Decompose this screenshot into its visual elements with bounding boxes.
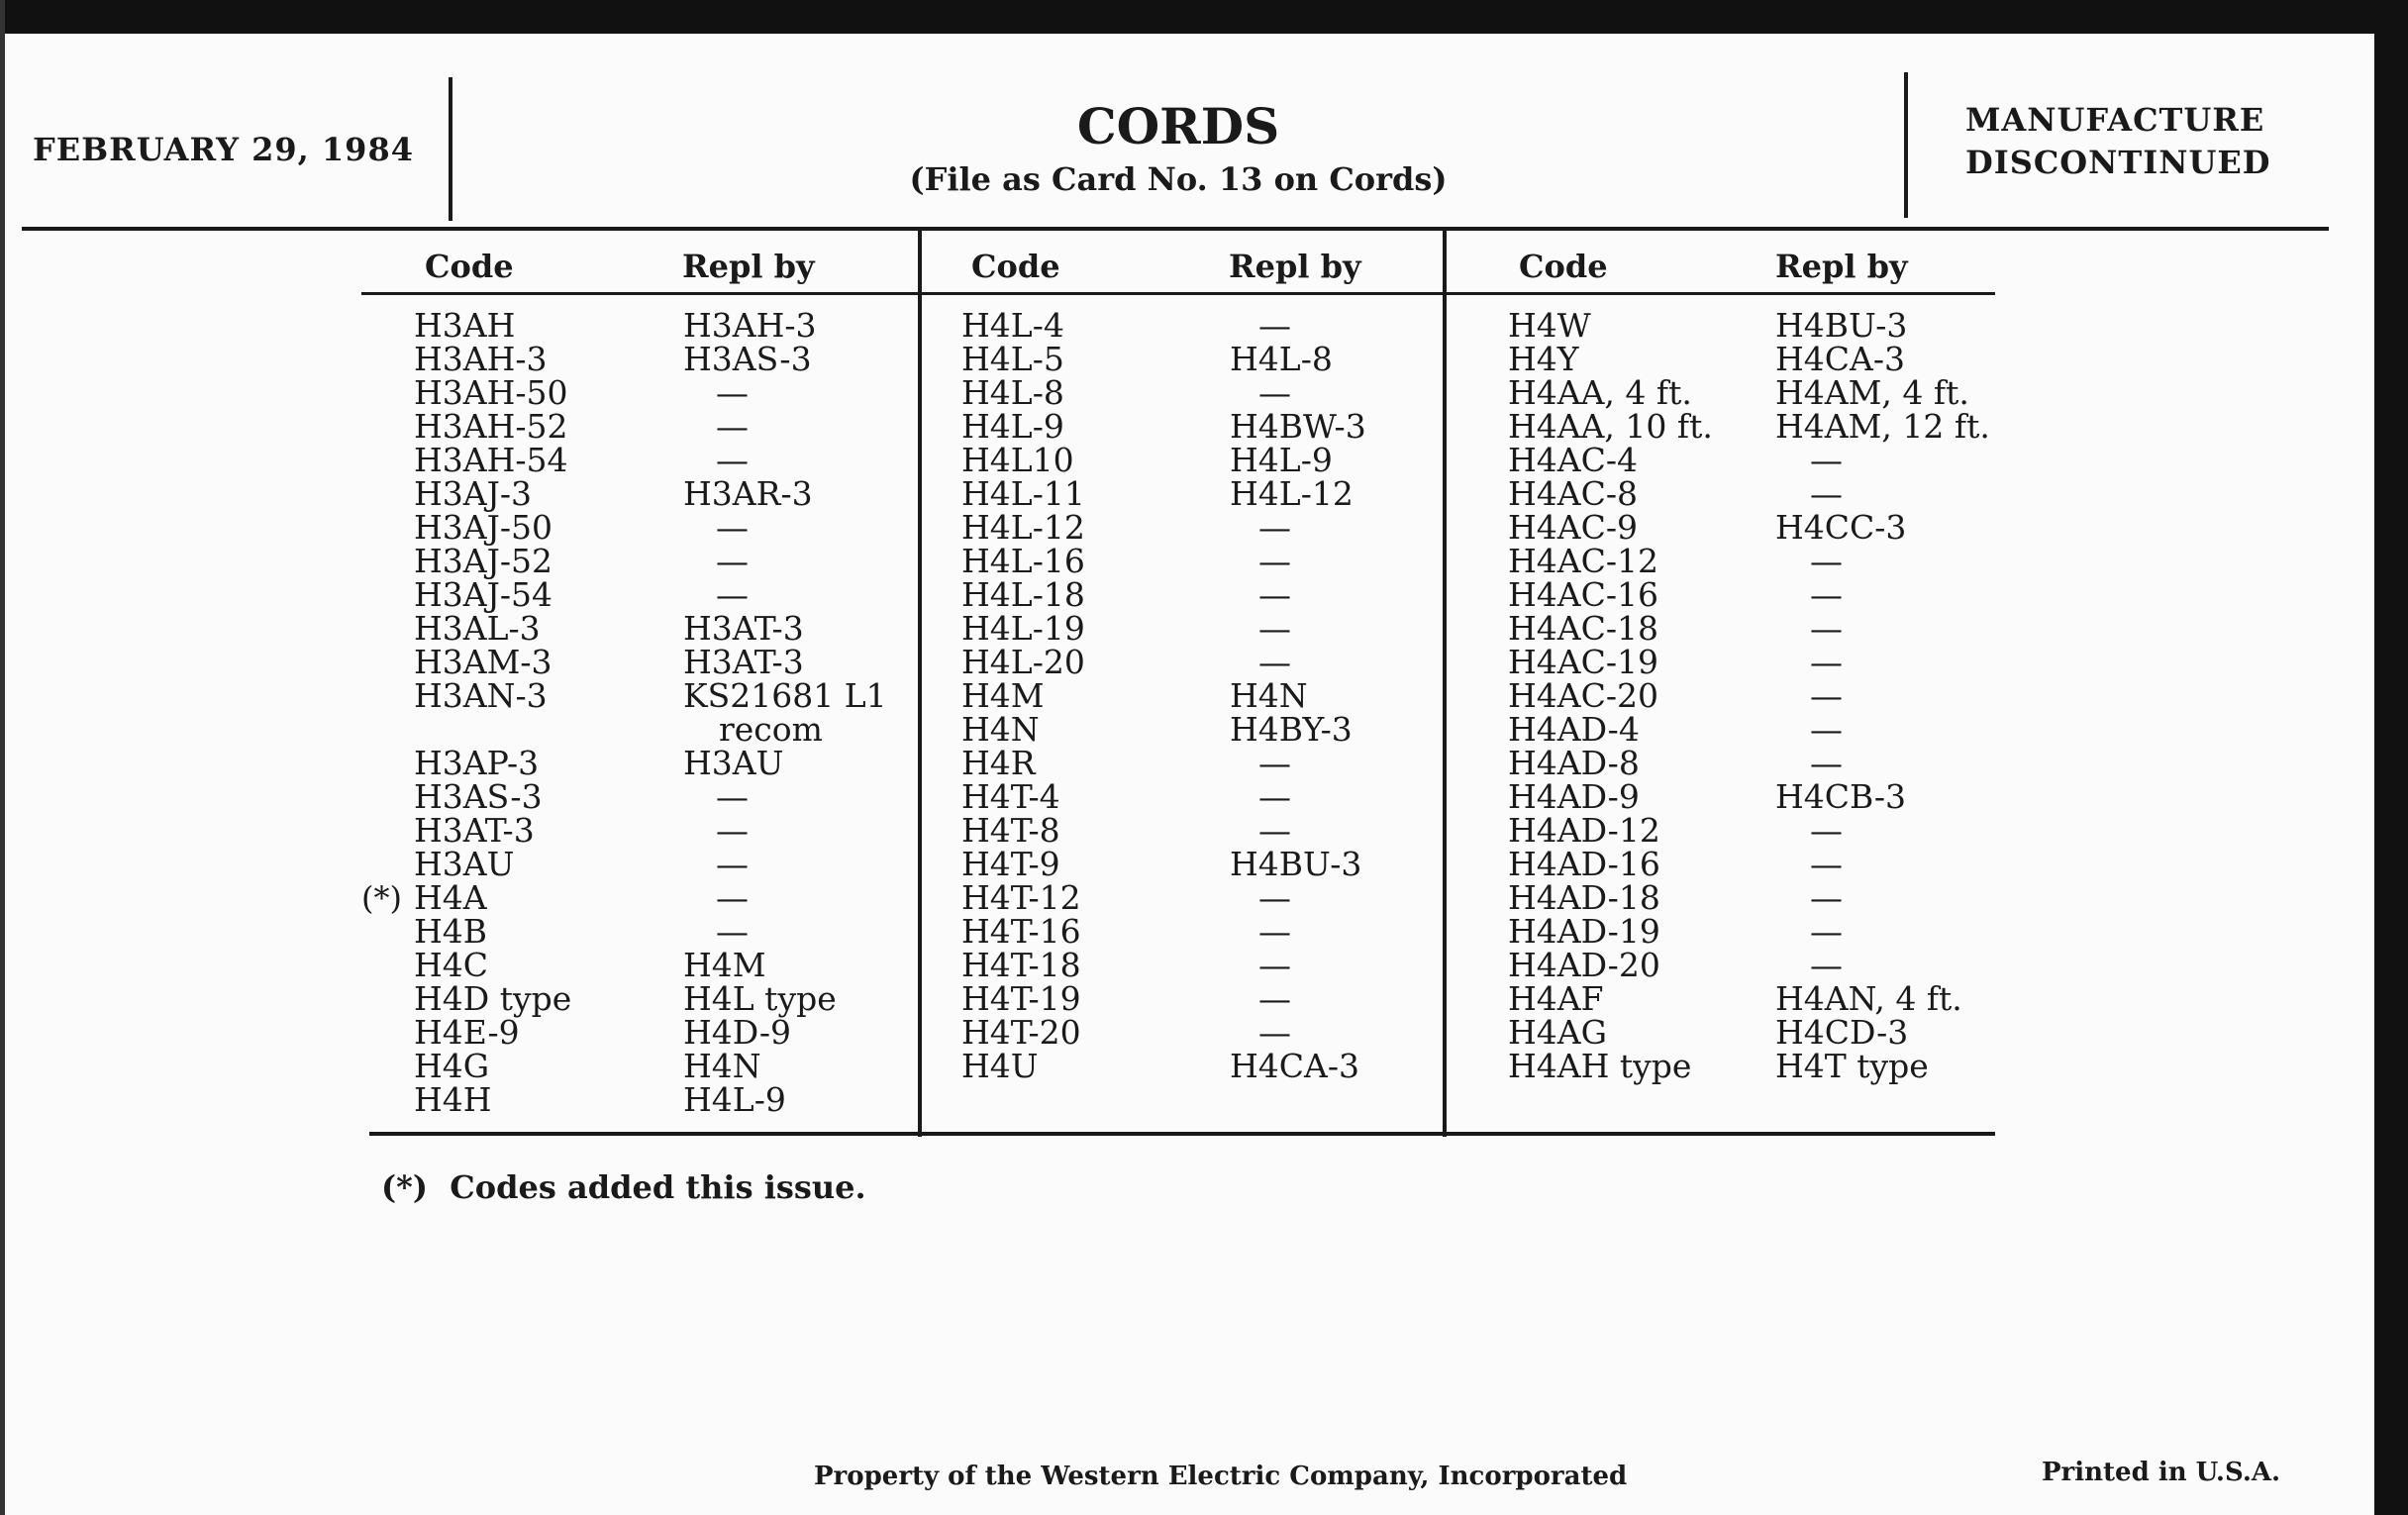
row-code: H4C (414, 946, 489, 984)
row-replacement: — (716, 542, 749, 580)
table-row (361, 878, 909, 917)
row-code: H3AM-3 (414, 643, 552, 681)
row-code: H4AC-12 (1508, 542, 1658, 580)
row-code: H4AD-16 (1508, 845, 1660, 883)
table-row (1508, 643, 2003, 681)
row-code: H4T-20 (961, 1013, 1081, 1052)
table-row (1508, 946, 2003, 984)
header-divider-right (1904, 72, 1908, 218)
table-row (1508, 777, 2003, 816)
table-row (961, 811, 1437, 850)
row-code: H4AD-8 (1508, 744, 1640, 782)
page-title: CORDS (1076, 97, 1280, 155)
table-row (961, 979, 1437, 1018)
row-code: H4AD-18 (1508, 878, 1660, 917)
table-row (961, 407, 1437, 446)
row-replacement: — (1810, 845, 1843, 883)
table-row (414, 373, 909, 412)
row-replacement: H4N (1230, 676, 1308, 715)
row-code: H3AJ-54 (414, 575, 552, 614)
row-code: H4L-8 (961, 373, 1064, 412)
table-row (414, 1047, 909, 1085)
row-replacement: — (1810, 878, 1843, 917)
header-bottom-rule (22, 227, 2329, 231)
row-replacement: — (716, 373, 749, 412)
row-replacement: H3AT-3 (683, 609, 804, 648)
row-code: H3AH-52 (414, 407, 568, 446)
table-row (1508, 979, 2003, 1018)
col2-code-header: Code (971, 248, 1060, 285)
scan-border-top (0, 0, 2408, 34)
row-code: H4AH type (1508, 1047, 1692, 1085)
row-code: H4L-9 (961, 407, 1064, 446)
row-replacement: H4L-9 (1230, 441, 1333, 479)
table-row (961, 643, 1437, 681)
printed-notice: Printed in U.S.A. (2042, 1458, 2281, 1487)
row-replacement: — (716, 878, 749, 917)
row-replacement: — (1258, 609, 1291, 648)
table-row (961, 474, 1437, 513)
table-row (961, 340, 1437, 378)
row-code: H4AG (1508, 1013, 1607, 1052)
table-row (414, 340, 909, 378)
row-code: H4AC-19 (1508, 643, 1658, 681)
table-row (961, 1047, 1437, 1085)
row-code: H4M (961, 676, 1045, 715)
new-code-marker: (*) (361, 879, 402, 917)
table-row (961, 676, 1437, 715)
row-replacement: H3AH-3 (683, 306, 817, 345)
row-code: H3AJ-3 (414, 474, 532, 513)
row-replacement: — (1810, 609, 1843, 648)
row-replacement: — (1258, 878, 1291, 917)
row-code: H4T-19 (961, 979, 1081, 1018)
issue-date: FEBRUARY 29, 1984 (33, 131, 414, 168)
row-code: H4AC-8 (1508, 474, 1639, 513)
table-row (961, 744, 1437, 782)
row-replacement: — (1258, 373, 1291, 412)
row-replacement: — (1258, 979, 1291, 1018)
row-code: H4L-4 (961, 306, 1064, 345)
col3-repl-header: Repl by (1775, 248, 1908, 285)
row-replacement: H4CA-3 (1775, 340, 1906, 378)
table-row (1508, 912, 2003, 951)
row-replacement: H3AT-3 (683, 643, 804, 681)
row-replacement: — (716, 777, 749, 816)
row-code: H4T-18 (961, 946, 1081, 984)
row-code: H3AH (414, 306, 516, 345)
table-row (961, 912, 1437, 951)
row-replacement: H4BU-3 (1775, 306, 1908, 345)
row-replacement: — (1810, 811, 1843, 850)
table-row (414, 845, 909, 883)
table-row (1508, 1047, 2003, 1085)
table-row (1508, 1013, 2003, 1052)
row-replacement: — (716, 811, 749, 850)
row-code: H4B (414, 912, 488, 951)
row-replacement-continued: recom (719, 710, 823, 749)
col1-repl-header: Repl by (682, 248, 815, 285)
row-code: H4AD-4 (1508, 710, 1640, 749)
row-replacement: — (1258, 1013, 1291, 1052)
row-code: H3AT-3 (414, 811, 535, 850)
row-code: H4H (414, 1080, 492, 1119)
row-replacement: — (1810, 676, 1843, 715)
col1-code-header: Code (425, 248, 514, 285)
row-replacement: H4T type (1775, 1047, 1929, 1085)
row-replacement: — (1810, 474, 1843, 513)
table-row (1508, 508, 2003, 547)
row-replacement: H4L type (683, 979, 837, 1018)
row-code: H4AF (1508, 979, 1604, 1018)
row-code: H3AN-3 (414, 676, 548, 715)
table-row (414, 609, 909, 648)
table-row (414, 575, 909, 614)
row-replacement: — (716, 845, 749, 883)
row-replacement: — (716, 441, 749, 479)
table-row (414, 777, 909, 816)
row-replacement: — (1810, 912, 1843, 951)
table-divider-1 (918, 230, 922, 1137)
table-row (1508, 441, 2003, 479)
row-replacement: — (716, 508, 749, 547)
row-replacement: — (1258, 508, 1291, 547)
table-row (414, 441, 909, 479)
table-row (414, 912, 909, 951)
row-replacement: H4BU-3 (1230, 845, 1362, 883)
row-replacement: — (1258, 744, 1291, 782)
row-replacement: — (1258, 575, 1291, 614)
table-row (961, 373, 1437, 412)
row-replacement: KS21681 L1 (683, 676, 887, 715)
row-code: H4AD-9 (1508, 777, 1640, 816)
row-code: H4AA, 10 ft. (1508, 407, 1713, 446)
table-row (961, 1013, 1437, 1052)
table-row (1508, 811, 2003, 850)
row-replacement: H4L-9 (683, 1080, 786, 1119)
table-row (1508, 676, 2003, 715)
row-code: H3AH-54 (414, 441, 568, 479)
table-row (961, 508, 1437, 547)
table-row (414, 474, 909, 513)
table-row (961, 575, 1437, 614)
row-replacement: — (1810, 643, 1843, 681)
table-row (1508, 306, 2003, 345)
status-line-2: DISCONTINUED (1965, 144, 2271, 181)
row-code: H4AC-9 (1508, 508, 1639, 547)
row-code: H4L-16 (961, 542, 1085, 580)
table-row (1508, 373, 2003, 412)
row-replacement: — (1258, 811, 1291, 850)
table-row (414, 811, 909, 850)
col3-code-header: Code (1519, 248, 1608, 285)
row-code: H4R (961, 744, 1036, 782)
table-row (1508, 575, 2003, 614)
row-replacement: H4BY-3 (1230, 710, 1353, 749)
row-replacement: — (716, 407, 749, 446)
table-column-3 (1508, 306, 2003, 1085)
row-replacement: H4CD-3 (1775, 1013, 1909, 1052)
row-replacement: H4CB-3 (1775, 777, 1907, 816)
row-code: H3AJ-52 (414, 542, 552, 580)
row-replacement: — (1810, 542, 1843, 580)
row-replacement: — (716, 912, 749, 951)
row-replacement: H4AM, 12 ft. (1775, 407, 1990, 446)
row-code: H4E-9 (414, 1013, 520, 1052)
row-code: H4D type (414, 979, 572, 1018)
table-bottom-rule (369, 1132, 1995, 1136)
row-replacement: H4BW-3 (1230, 407, 1366, 446)
row-code: H4AD-20 (1508, 946, 1660, 984)
row-code: H4AC-16 (1508, 575, 1658, 614)
row-replacement: H4D-9 (683, 1013, 791, 1052)
row-code: H4AC-20 (1508, 676, 1658, 715)
row-code: H4AD-12 (1508, 811, 1660, 850)
table-divider-2 (1443, 230, 1447, 1137)
row-code: H3AH-3 (414, 340, 548, 378)
row-code: H3AL-3 (414, 609, 541, 648)
col2-repl-header: Repl by (1229, 248, 1361, 285)
row-code: H4AC-4 (1508, 441, 1639, 479)
table-row (961, 845, 1437, 883)
row-replacement: H4CA-3 (1230, 1047, 1360, 1085)
row-replacement: H4M (683, 946, 766, 984)
row-replacement: — (1810, 710, 1843, 749)
row-code: H4L-5 (961, 340, 1064, 378)
header-divider-left (449, 77, 452, 221)
table-row (1508, 542, 2003, 580)
table-row (1508, 744, 2003, 782)
row-code: H4AD-19 (1508, 912, 1660, 951)
row-replacement: H4CC-3 (1775, 508, 1907, 547)
page-subtitle: (File as Card No. 13 on Cords) (909, 160, 1448, 198)
row-replacement: H4L-8 (1230, 340, 1333, 378)
row-replacement: — (1810, 744, 1843, 782)
table-row (414, 643, 909, 681)
row-replacement: — (1810, 946, 1843, 984)
table-row (414, 407, 909, 446)
row-replacement: — (1810, 441, 1843, 479)
row-code: H4T-9 (961, 845, 1060, 883)
row-replacement: — (1258, 912, 1291, 951)
property-notice: Property of the Western Electric Company, Incorporated (814, 1462, 1628, 1491)
row-replacement: — (1258, 946, 1291, 984)
table-row (1508, 474, 2003, 513)
row-replacement: H4AN, 4 ft. (1775, 979, 1962, 1018)
row-code: H4AA, 4 ft. (1508, 373, 1692, 412)
table-row (414, 946, 909, 984)
table-row (414, 508, 909, 547)
row-code: H4L-11 (961, 474, 1085, 513)
row-code: H4T-4 (961, 777, 1060, 816)
row-code: H3AU (414, 845, 515, 883)
row-code: H4A (414, 878, 487, 917)
table-row (414, 1080, 909, 1119)
row-code: H4L-18 (961, 575, 1085, 614)
table-row (1508, 407, 2003, 446)
table-row (961, 878, 1437, 917)
table-row (414, 744, 909, 782)
row-replacement: — (1258, 542, 1291, 580)
footnote: (*) Codes added this issue. (381, 1168, 866, 1206)
row-replacement: — (1258, 643, 1291, 681)
row-code: H4L-19 (961, 609, 1085, 648)
row-code: H4U (961, 1047, 1039, 1085)
table-row (961, 609, 1437, 648)
row-code: H4L-12 (961, 508, 1085, 547)
row-replacement: — (716, 575, 749, 614)
row-code: H4N (961, 710, 1040, 749)
row-replacement: H3AU (683, 744, 784, 782)
row-replacement: — (1258, 306, 1291, 345)
row-code: H3AP-3 (414, 744, 540, 782)
table-row (961, 306, 1437, 345)
row-replacement: — (1810, 575, 1843, 614)
table-column-1 (361, 306, 909, 1119)
row-code: H4T-8 (961, 811, 1060, 850)
table-column-2 (961, 306, 1437, 1085)
row-code: H4L10 (961, 441, 1074, 479)
row-code: H4L-20 (961, 643, 1085, 681)
table-row (961, 777, 1437, 816)
table-row (961, 946, 1437, 984)
status-label (1965, 99, 2271, 184)
row-code: H4AC-18 (1508, 609, 1658, 648)
row-replacement: H4AM, 4 ft. (1775, 373, 1969, 412)
row-code: H3AS-3 (414, 777, 543, 816)
table-row (1508, 878, 2003, 917)
table-row (1508, 340, 2003, 378)
table-row (1508, 710, 2003, 749)
table-row (961, 542, 1437, 580)
row-code: H3AJ-50 (414, 508, 552, 547)
row-code: H4Y (1508, 340, 1579, 378)
table-row (961, 441, 1437, 479)
table-row (414, 979, 909, 1018)
scan-border-left (0, 0, 5, 1515)
table-row (1508, 609, 2003, 648)
row-code: H4G (414, 1047, 490, 1085)
row-replacement: — (1258, 777, 1291, 816)
row-code: H4T-12 (961, 878, 1081, 917)
status-line-1: MANUFACTURE (1965, 101, 2265, 139)
row-code: H3AH-50 (414, 373, 568, 412)
table-row (1508, 845, 2003, 883)
row-replacement: H4N (683, 1047, 761, 1085)
row-replacement: H3AS-3 (683, 340, 812, 378)
row-code: H4T-16 (961, 912, 1081, 951)
table-row (414, 676, 909, 749)
table-header-rule (361, 292, 1995, 295)
table-row (414, 1013, 909, 1052)
table-row (961, 710, 1437, 749)
row-replacement: H3AR-3 (683, 474, 813, 513)
row-code: H4W (1508, 306, 1591, 345)
scan-border-right (2374, 0, 2408, 1515)
table-row (414, 542, 909, 580)
table-row (414, 306, 909, 345)
row-replacement: H4L-12 (1230, 474, 1354, 513)
